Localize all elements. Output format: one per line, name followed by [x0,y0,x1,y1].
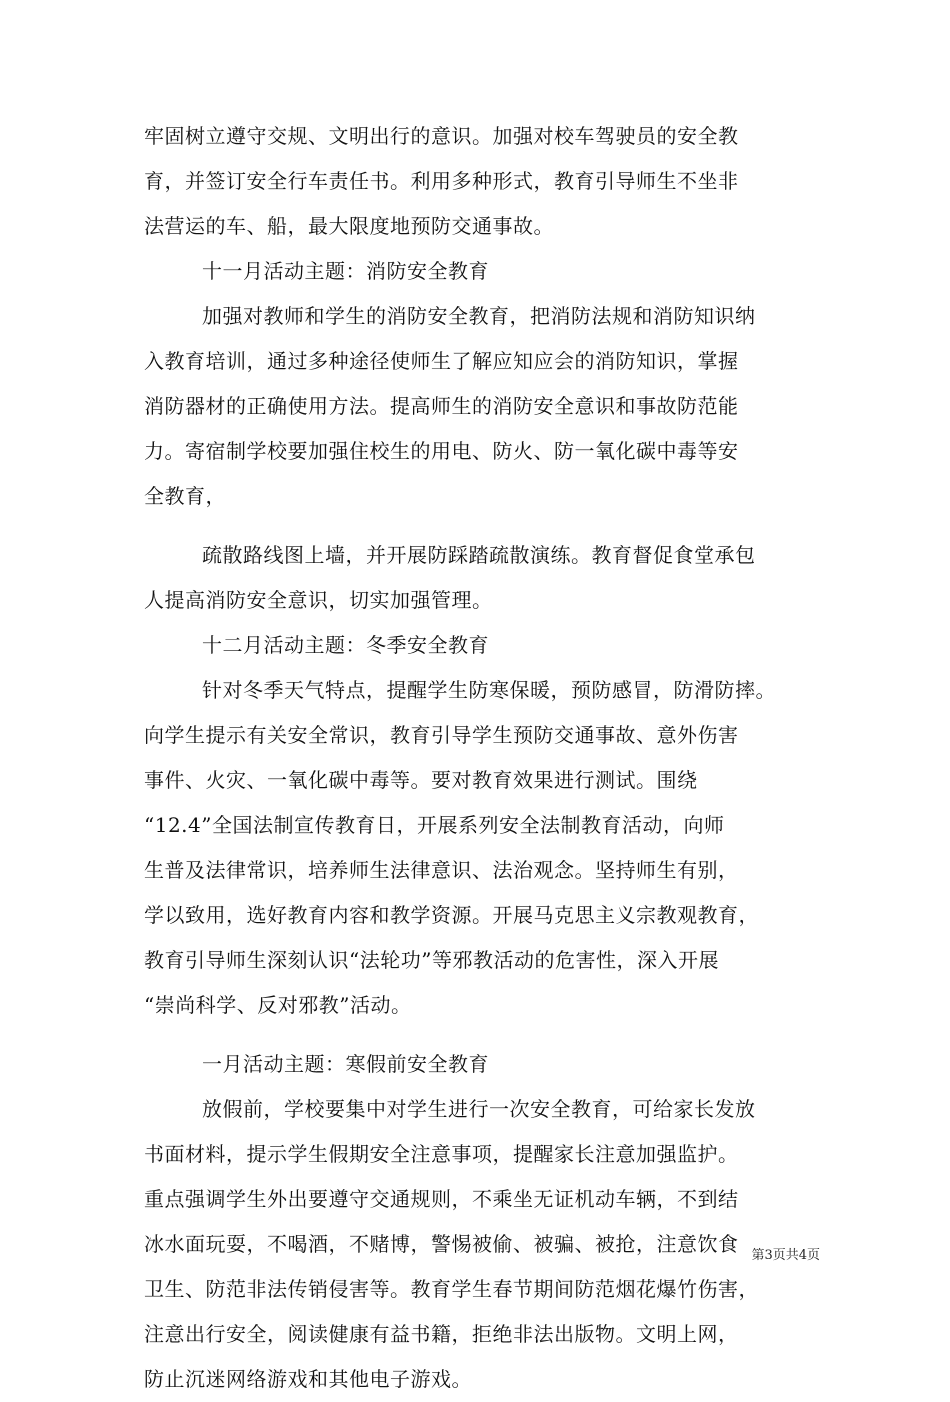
text-line: “12.4”全国法制宣传教育日，开展系列安全法制教育活动，向师 [144,813,725,837]
text-line: “崇尚科学、反对邪教”活动。 [144,993,412,1017]
text-line: 向学生提示有关安全常识，教育引导学生预防交通事故、意外伤害 [144,723,739,747]
text-line: 人提高消防安全意识，切实加强管理。 [144,588,493,612]
text-line: 疏散路线图上墙，并开展防踩踏疏散演练。教育督促食堂承包 [202,543,756,567]
text-line: 加强对教师和学生的消防安全教育，把消防法规和消防知识纳 [202,304,756,328]
body-text [144,114,824,1402]
section-heading-november: 十一月活动主题：消防安全教育 [202,259,489,283]
section-heading-december: 十二月活动主题：冬季安全教育 [202,633,489,657]
text-line: 卫生、防范非法传销侵害等。教育学生春节期间防范烟花爆竹伤害， [144,1277,759,1301]
text-line: 放假前，学校要集中对学生进行一次安全教育，可给家长发放 [202,1097,756,1121]
text-line: 消防器材的正确使用方法。提高师生的消防安全意识和事故防范能 [144,394,739,418]
paragraph-gap [144,519,824,533]
text-line: 书面材料，提示学生假期安全注意事项，提醒家长注意加强监护。 [144,1142,739,1166]
text-line: 注意出行安全，阅读健康有益书籍，拒绝非法出版物。文明上网， [144,1322,739,1346]
text-line: 育，并签订安全行车责任书。利用多种形式，教育引导师生不坐非 [144,169,739,193]
text-line: 法营运的车、船，最大限度地预防交通事故。 [144,214,554,238]
page-number: 第3页共4页 [751,1248,820,1263]
paragraph-gap [144,1028,824,1042]
text-line: 全教育， [144,484,226,508]
section-heading-january: 一月活动主题：寒假前安全教育 [202,1052,489,1076]
text-line: 冰水面玩耍，不喝酒，不赌博，警惕被偷、被骗、被抢，注意饮食 [144,1232,739,1256]
text-line: 牢固树立遵守交规、文明出行的意识。加强对校车驾驶员的安全教 [144,124,739,148]
text-line: 防止沉迷网络游戏和其他电子游戏。 [144,1367,472,1391]
text-line: 重点强调学生外出要遵守交通规则，不乘坐无证机动车辆，不到结 [144,1187,739,1211]
text-line: 学以致用，选好教育内容和教学资源。开展马克思主义宗教观教育， [144,903,759,927]
text-line: 入教育培训，通过多种途径使师生了解应知应会的消防知识，掌握 [144,349,739,373]
text-line: 力。寄宿制学校要加强住校生的用电、防火、防一氧化碳中毒等安 [144,439,739,463]
text-line: 教育引导师生深刻认识“法轮功”等邪教活动的危害性，深入开展 [144,948,719,972]
text-line: 事件、火灾、一氧化碳中毒等。要对教育效果进行测试。围绕 [144,768,698,792]
text-line: 针对冬季天气特点，提醒学生防寒保暖，预防感冒，防滑防摔。 [202,678,776,702]
text-line: 生普及法律常识，培养师生法律意识、法治观念。坚持师生有别， [144,858,739,882]
